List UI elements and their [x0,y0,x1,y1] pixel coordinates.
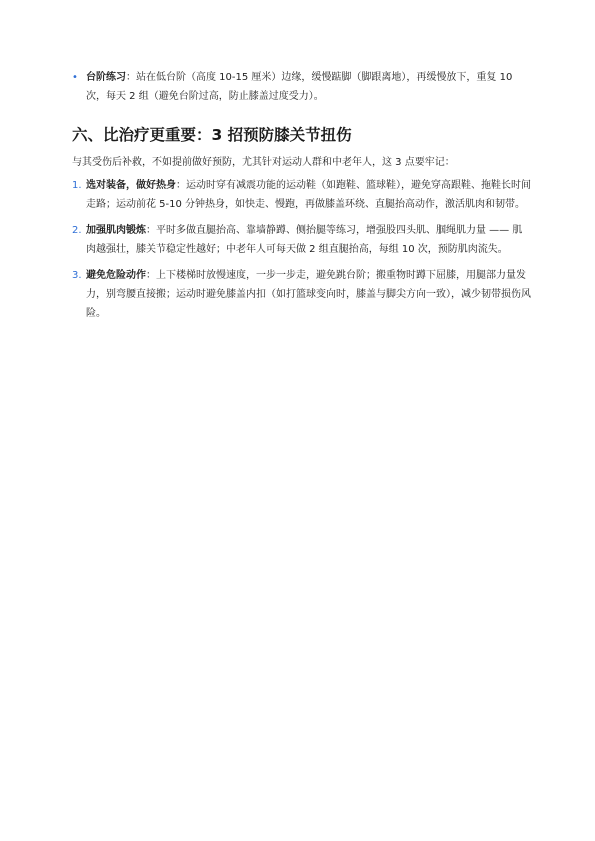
list-item-text: ：运动时穿有减震功能的运动鞋（如跑鞋、篮球鞋），避免穿高跟鞋、拖鞋长时间走路；运动前花 5-10 分钟热身，如快走、慢跑，再做膝盖环绕、直腿抬高动作，激活肌肉和韧带。 [86,180,531,210]
tips-list [72,176,532,323]
section-intro: 与其受伤后补救，不如提前做好预防，尤其针对运动人群和中老年人，这 3 点要牢记： [72,157,455,168]
list-item-term: 选对装备，做好热身 [86,180,176,191]
list-number: 1. [72,180,82,191]
list-item-term: 台阶练习 [86,72,126,83]
list-item-text: ：站在低台阶（高度 10-15 厘米）边缘，缓慢踮脚（脚跟离地），再缓慢放下，重复 10 次，每天 2 组（避免台阶过高，防止膝盖过度受力）。 [86,72,513,102]
list-item-term: 避免危险动作 [86,270,146,281]
bullet-icon: • [72,72,78,83]
list-item [72,68,532,106]
section-heading: 六、比治疗更重要：3 招预防膝关节扭伤 [72,126,352,144]
list-item-term: 加强肌肉锻炼 [86,225,146,236]
list-item-text: ：平时多做直腿抬高、靠墙静蹲、侧抬腿等练习，增强股四头肌、腘绳肌力量 —— 肌肉越强壮，膝关节稳定性越好；中老年人可每天做 2 组直腿抬高，每组 10 次，预防肌肉流失。 [86,225,523,255]
list-item-text: ：上下楼梯时放慢速度，一步一步走，避免跳台阶；搬重物时蹲下屈膝，用腿部力量发力，别弯腰直接搬；运动时避免膝盖内扣（如打篮球变向时，膝盖与脚尖方向一致），减少韧带损伤风险。 [86,270,531,319]
list-number: 2. [72,225,82,236]
page-content [72,68,532,330]
list-item [72,266,532,323]
list-number: 3. [72,270,82,281]
list-item [72,176,532,214]
list-item [72,221,532,259]
